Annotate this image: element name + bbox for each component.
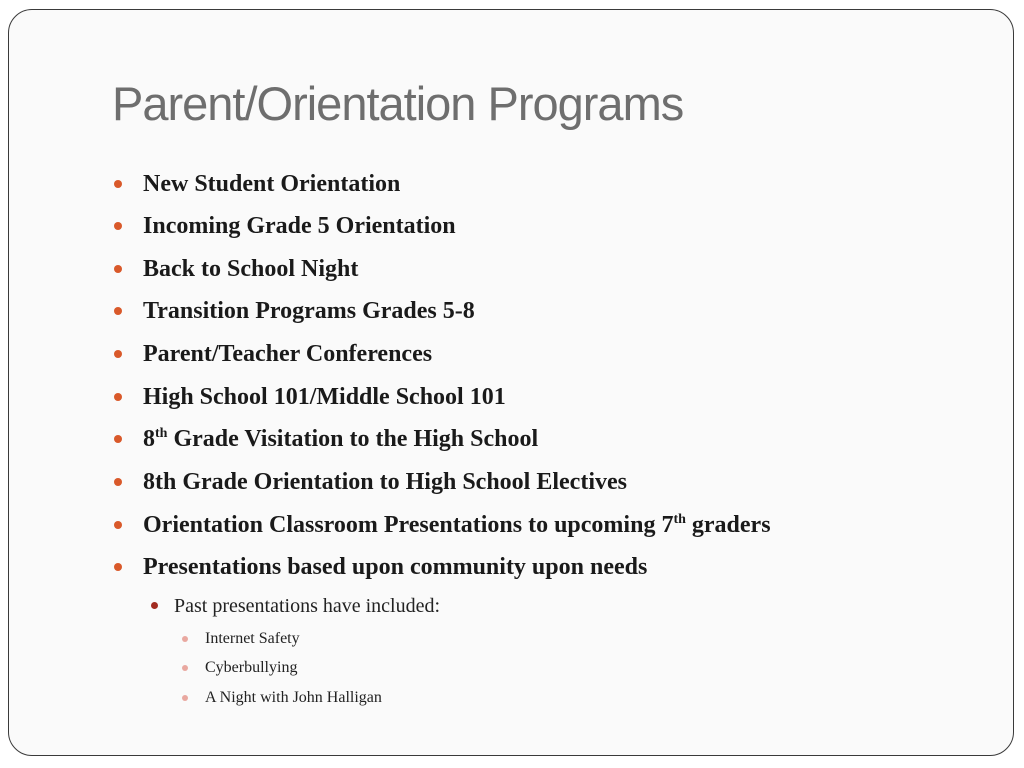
- bullet-icon: [114, 265, 122, 273]
- bullet-icon: [114, 435, 122, 443]
- sub-sub-bullet-icon: [182, 695, 188, 701]
- sub-sub-bullet-text: Internet Safety: [205, 630, 300, 647]
- bullet-icon: [114, 393, 122, 401]
- bullet-text: Transition Programs Grades 5-8: [143, 298, 475, 324]
- bullet-text: 8th Grade Visitation to the High School: [143, 426, 539, 452]
- bullet-text: High School 101/Middle School 101: [143, 384, 506, 410]
- sub-sub-bullet-item: [0, 629, 1024, 649]
- bullet-item: [0, 296, 1024, 326]
- sub-sub-bullet-item: [0, 688, 1024, 708]
- bullet-icon: [114, 307, 122, 315]
- sub-bullet-icon: [151, 602, 158, 609]
- bullet-item: [0, 382, 1024, 412]
- bullet-icon: [114, 222, 122, 230]
- sub-sub-bullet-item: [0, 658, 1024, 678]
- sub-sub-bullet-text: A Night with John Halligan: [205, 689, 382, 706]
- sub-sub-bullet-icon: [182, 636, 188, 642]
- bullet-icon: [114, 350, 122, 358]
- bullet-item: [0, 424, 1024, 454]
- bullet-icon: [114, 563, 122, 571]
- bullet-text: 8th Grade Orientation to High School Electives: [143, 469, 627, 495]
- bullet-item: [0, 254, 1024, 284]
- bullet-text: Parent/Teacher Conferences: [143, 341, 433, 367]
- bullet-text: Orientation Classroom Presentations to upcoming 7th graders: [143, 512, 771, 538]
- bullet-item: [0, 467, 1024, 497]
- sub-sub-bullet-text: Cyberbullying: [205, 659, 298, 676]
- slide-title: Parent/Orientation Programs: [112, 77, 684, 130]
- bullet-text: Incoming Grade 5 Orientation: [143, 213, 456, 239]
- sub-bullet-text: Past presentations have included:: [174, 595, 441, 617]
- bullet-text: Presentations based upon community upon needs: [143, 554, 648, 580]
- bullet-text: Back to School Night: [143, 256, 359, 282]
- bullet-text: New Student Orientation: [143, 171, 401, 197]
- bullet-icon: [114, 180, 122, 188]
- bullet-item: [0, 339, 1024, 369]
- bullet-item: [0, 510, 1024, 540]
- bullet-icon: [114, 521, 122, 529]
- bullet-item: [0, 169, 1024, 199]
- bullet-item: [0, 552, 1024, 582]
- bullet-item: [0, 211, 1024, 241]
- bullet-icon: [114, 478, 122, 486]
- sub-sub-bullet-icon: [182, 665, 188, 671]
- sub-bullet-item: [0, 594, 1024, 618]
